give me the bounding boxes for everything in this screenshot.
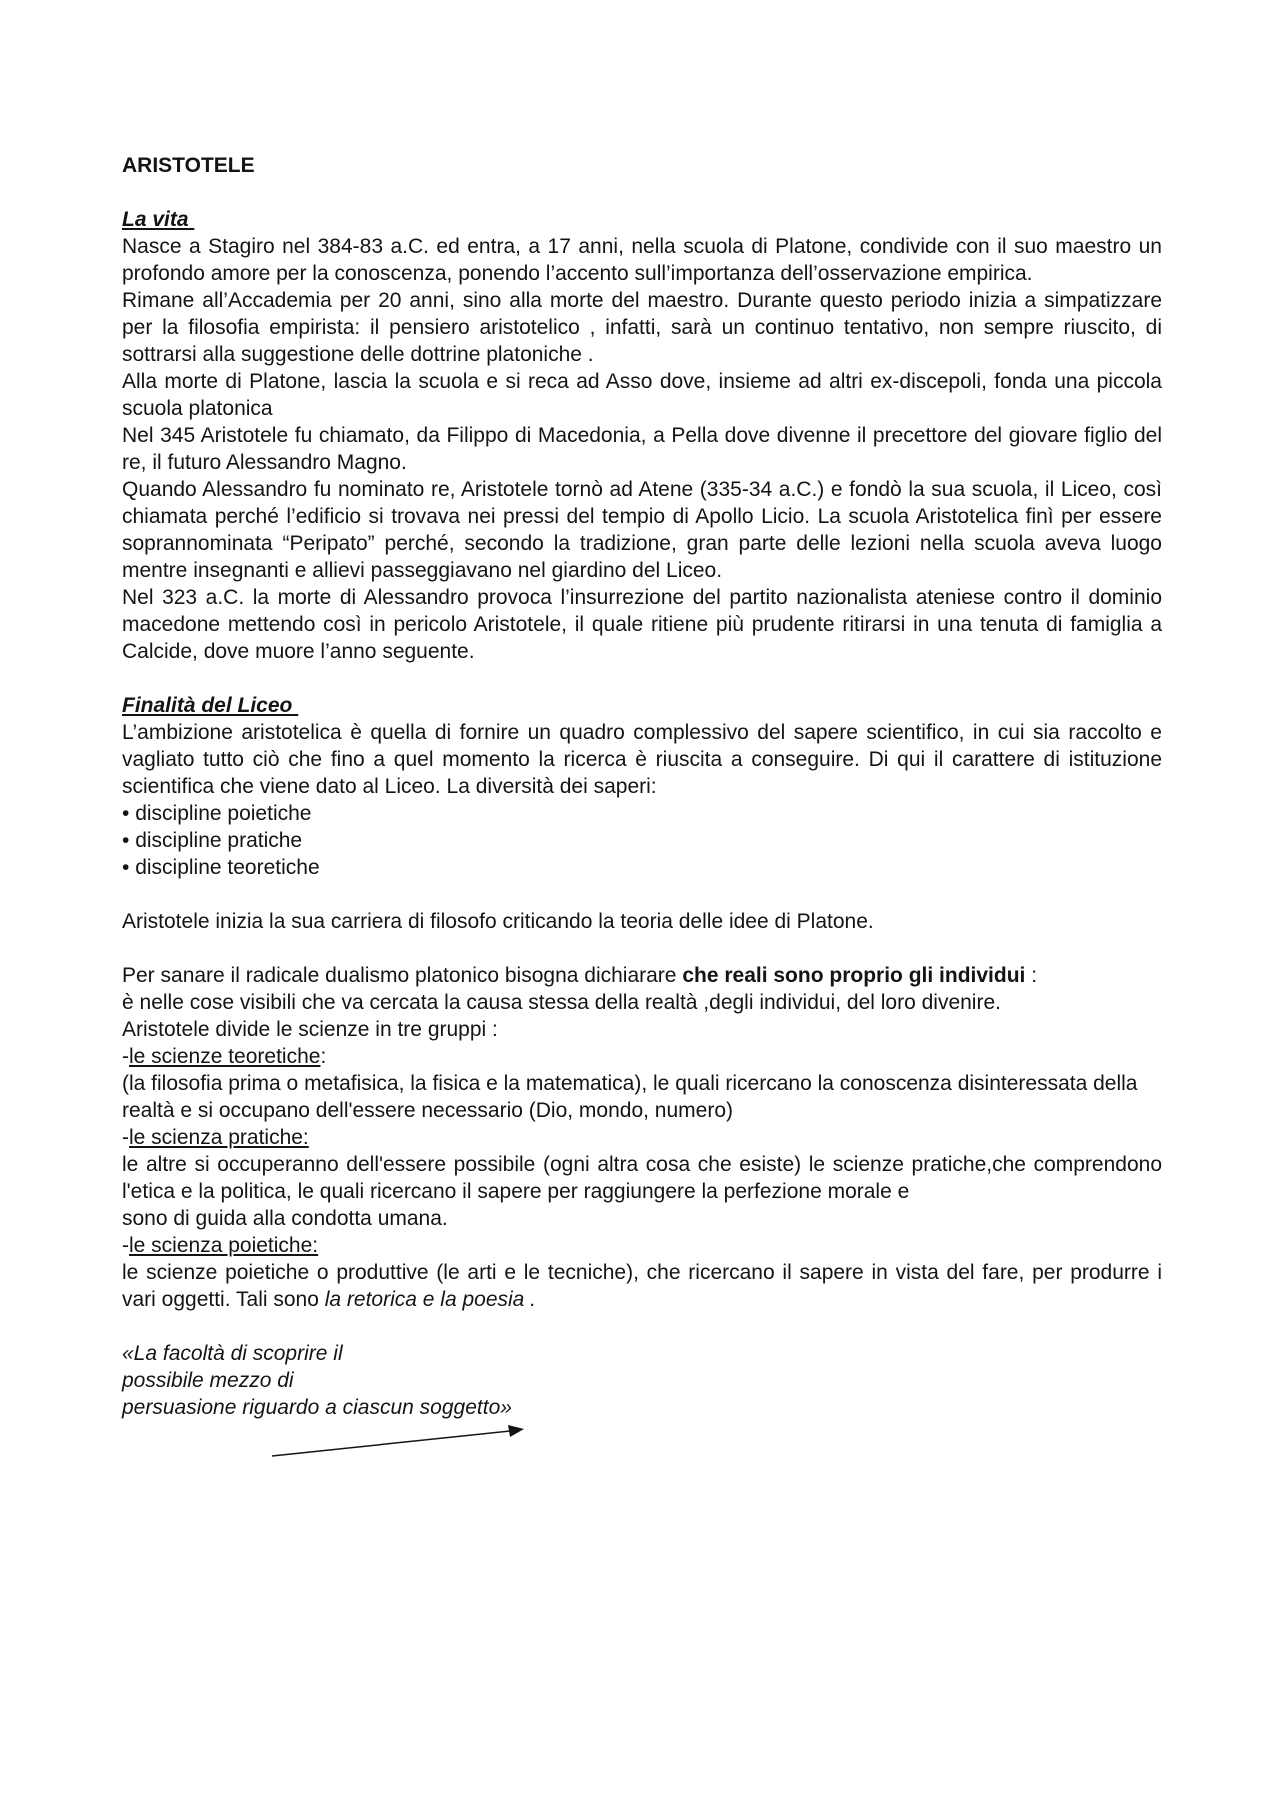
quote-line: persuasione riguardo a ciascun soggetto»: [122, 1396, 512, 1419]
quote-line: «La facoltà di scoprire il: [122, 1342, 343, 1365]
quote-block: [122, 1340, 1162, 1421]
paragraph: (la filosofia prima o metafisica, la fisica e la matematica), le quali ricercano la conoscenza disinteressata della: [122, 1072, 1138, 1095]
group-heading: [122, 1124, 1162, 1151]
group-heading: [122, 1232, 1162, 1259]
paragraph: Nel 323 a.C. la morte di Alessandro provoca l’insurrezione del partito nazionalista ateniese contro il dominio macedone mettendo così in pericolo Aristotele, il quale ritiene più prudente ritirarsi in una tenuta di famiglia a Calcide, dove muore l’anno seguente.: [122, 586, 1162, 663]
spacer: [122, 935, 1162, 962]
paragraph: le altre si occuperanno dell'essere possibile (ogni altra cosa che esiste) le scienze pratiche,che comprendono l'etica e la politica, le quali ricercano il sapere per raggiungere la perfezione morale e: [122, 1153, 1162, 1203]
spacer: [122, 665, 1162, 692]
dash: -: [122, 1045, 129, 1068]
dualism-paragraph: [122, 962, 1162, 989]
document-page: [122, 152, 1162, 1421]
paragraph: Aristotele divide le scienze in tre gruppi :: [122, 1018, 498, 1041]
group-label: le scienze teoretiche: [129, 1045, 321, 1068]
arrow-icon: [270, 1424, 530, 1460]
list-item: • discipline pratiche: [122, 827, 1162, 854]
group-teoretiche: [122, 1043, 1162, 1124]
bullet-list: [122, 800, 1162, 881]
text-run: :: [1025, 964, 1038, 987]
quote-line: possibile mezzo di: [122, 1369, 294, 1392]
dash: -: [122, 1126, 129, 1149]
paragraph: sono di guida alla condotta umana.: [122, 1207, 448, 1230]
spacer: [122, 881, 1162, 908]
group-label: le scienza pratiche:: [129, 1126, 309, 1149]
italic-text: la retorica e la poesia .: [324, 1288, 537, 1311]
arrow-line: [272, 1431, 510, 1456]
paragraph: Nasce a Stagiro nel 384-83 a.C. ed entra, a 17 anni, nella scuola di Platone, condivide con il suo maestro un profondo amore per la conoscenza, ponendo l’accento sull’importanza dell’osservazione empirica.: [122, 235, 1162, 285]
paragraph: Rimane all’Accademia per 20 anni, sino alla morte del maestro. Durante questo periodo inizia a simpatizzare per la filosofia empirista: il pensiero aristotelico , infatti, sarà un continuo tentativo, non sempre riuscito, di sottrarsi alla suggestione delle dottrine platoniche .: [122, 289, 1162, 366]
section-heading-liceo: Finalità del Liceo: [122, 694, 293, 717]
paragraph: realtà e si occupano dell'essere necessario (Dio, mondo, numero): [122, 1099, 733, 1122]
paragraph: Aristotele inizia la sua carriera di filosofo criticando la teoria delle idee di Platone.: [122, 910, 874, 933]
paragraph: Nel 345 Aristotele fu chiamato, da Filippo di Macedonia, a Pella dove divenne il precettore del giovare figlio del re, il futuro Alessandro Magno.: [122, 424, 1162, 474]
paragraph: Alla morte di Platone, lascia la scuola e si reca ad Asso dove, insieme ad altri ex-discepoli, fonda una piccola scuola platonica: [122, 370, 1162, 420]
bold-text: che reali sono proprio gli individui: [682, 964, 1026, 987]
text-run: le scienze poietiche o produttive (le arti e le tecniche), che ricercano il sapere in vista del fare, per produrre i vari oggetti. Tali sono: [122, 1261, 1162, 1311]
spacer: [122, 1313, 1162, 1340]
group-label: le scienza poietiche:: [129, 1234, 319, 1257]
group-pratiche: [122, 1124, 1162, 1232]
section-heading-vita: La vita: [122, 208, 189, 231]
arrow-head: [508, 1425, 524, 1437]
paragraph: è nelle cose visibili che va cercata la causa stessa della realtà ,degli individui, del loro divenire.: [122, 991, 1001, 1014]
paragraph: L’ambizione aristotelica è quella di fornire un quadro complessivo del sapere scientifico, in cui sia raccolto e vagliato tutto ciò che fino a quel momento la ricerca è riuscita a conseguire. Di qui il carattere di istituzione scientifica che viene dato al Liceo. La diversità dei saperi:: [122, 721, 1162, 798]
text-run: Per sanare il radicale dualismo platonico bisogna dichiarare: [122, 964, 683, 987]
list-item: • discipline teoretiche: [122, 854, 1162, 881]
colon: :: [320, 1045, 327, 1068]
document-title: ARISTOTELE: [122, 154, 255, 177]
group-heading: [122, 1043, 1162, 1070]
paragraph: [122, 1259, 1162, 1313]
dash: -: [122, 1234, 129, 1257]
paragraph: Quando Alessandro fu nominato re, Aristotele tornò ad Atene (335-34 a.C.) e fondò la sua scuola, il Liceo, così chiamata perché l’edificio si trovava nei pressi del tempio di Apollo Licio. La scuola Aristotelica finì per essere soprannominata “Peripato” perché, secondo la tradizione, gran parte delle lezioni nella scuola aveva luogo mentre insegnanti e allievi passeggiavano nel giardino del Liceo.: [122, 478, 1162, 582]
group-poietiche: [122, 1232, 1162, 1313]
list-item: • discipline poietiche: [122, 800, 1162, 827]
